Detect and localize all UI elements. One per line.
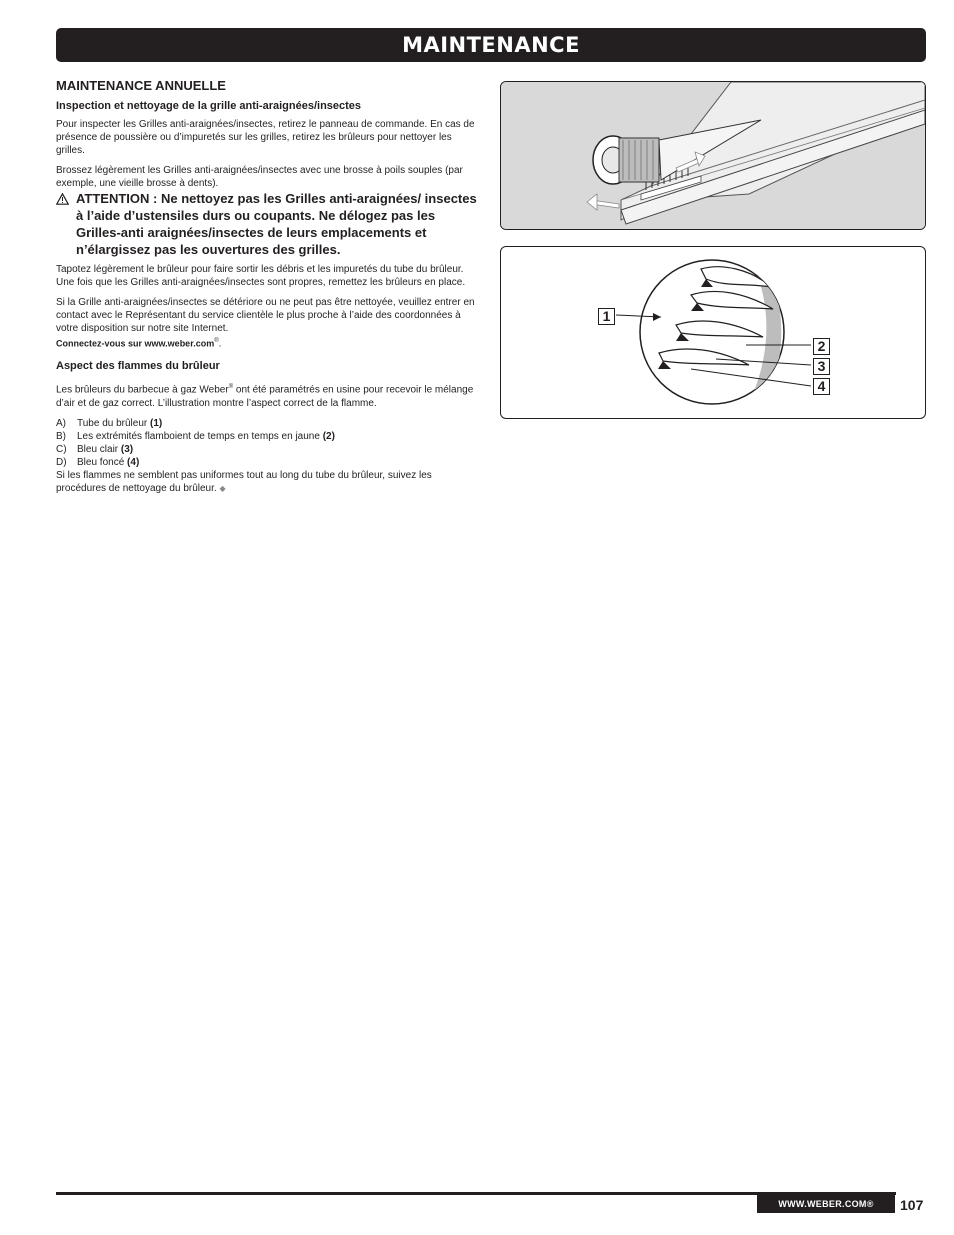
- list-ref: (3): [120, 443, 134, 455]
- inspection-heading: Inspection et nettoyage de la grille anti-araignées/insectes: [56, 100, 362, 112]
- footer-website: WWW.WEBER.COM®: [757, 1195, 895, 1213]
- figure-flame-appearance: [500, 246, 926, 419]
- callout-4: 4: [813, 378, 830, 395]
- list-item: [56, 443, 481, 456]
- warning-block: [56, 190, 481, 258]
- inspection-paragraph-2: Brossez légèrement les Grilles anti-araignées/insectes avec une brosse à poils souples (par exemple, une vieille brosse à dents).: [56, 165, 463, 189]
- callout-1: 1: [598, 308, 615, 325]
- list-text: Tube du brûleur: [77, 417, 151, 429]
- flame-list: [56, 417, 481, 469]
- closing-text: Si les flammes ne semblent pas uniformes tout au long du tube du brûleur, suivez les procédures de nettoyage du brûleur.: [56, 469, 432, 494]
- inspection-paragraph-3: Tapotez légèrement le brûleur pour faire sortir les débris et les impuretés du tube du brûleur. Une fois que les Grilles anti-araignées/insectes sont propres, remettez les brûleurs en place.: [56, 264, 466, 288]
- flames-closing: [56, 469, 481, 495]
- callout-2: 2: [813, 338, 830, 355]
- page-number: 107: [900, 1197, 924, 1213]
- list-text: Bleu clair: [77, 443, 121, 455]
- list-ref: (4): [127, 456, 140, 468]
- link-period: .: [218, 338, 222, 350]
- figure-brush-cleaning: [500, 81, 926, 230]
- list-item: [56, 417, 481, 430]
- inspection-paragraph-4: [56, 296, 481, 350]
- list-letter: A): [56, 417, 66, 429]
- flames-registered-mark: ®: [228, 384, 234, 391]
- main-text-column: [56, 78, 481, 502]
- list-text: Les extrémités flamboient de temps en temps en jaune: [77, 430, 323, 442]
- header-bar: [56, 28, 926, 62]
- flames-text-after: ont été paramétrés en usine pour recevoir le mélange d’air et de gaz correct. L’illustration montre l’aspect correct de la flamme.: [56, 384, 474, 409]
- website-link-text: Connectez-vous sur www.weber.com: [56, 338, 215, 349]
- list-ref: (1): [150, 417, 163, 429]
- warning-text: ATTENTION : Ne nettoyez pas les Grilles anti-araignées/ insectes à l’aide d’ustensiles durs ou coupants. Ne délogez pas les Grilles-anti araignées/insectes de leurs emplacements et n’élargissez pas les ouvertures des grilles.: [76, 191, 477, 257]
- list-item: [56, 456, 481, 469]
- list-letter: C): [56, 443, 67, 455]
- burner-brush-illustration: [501, 82, 925, 229]
- flames-text-before: Les brûleurs du barbecue à gaz Weber: [56, 384, 229, 396]
- list-letter: B): [56, 430, 66, 442]
- list-ref: (2): [322, 430, 335, 442]
- registered-mark: ®: [214, 338, 219, 344]
- flame-illustration: [501, 247, 925, 418]
- flames-paragraph: [56, 381, 481, 409]
- list-letter: D): [56, 456, 67, 468]
- end-diamond-icon: ◆: [219, 483, 226, 493]
- page-title: MAINTENANCE: [402, 33, 580, 57]
- callout-3: 3: [813, 358, 830, 375]
- contact-text: Si la Grille anti-araignées/insectes se détériore ou ne peut pas être nettoyée, veuillez entrer en contact avec le Représentant du service clientèle le plus proche à l’aide des coordonnées à votre disposition sur notre site Internet.: [56, 297, 475, 334]
- list-item: [56, 430, 481, 443]
- list-text: Bleu foncé: [77, 456, 128, 468]
- warning-triangle-icon: [56, 190, 70, 258]
- inspection-paragraph-1: Pour inspecter les Grilles anti-araignées/insectes, retirez le panneau de commande. En cas de présence de poussière ou d’impuretés sur les grilles, retirez les brûleurs pour nettoyer les grilles.: [56, 119, 475, 156]
- flames-heading: Aspect des flammes du brûleur: [56, 360, 220, 373]
- section-title: MAINTENANCE ANNUELLE: [56, 78, 226, 93]
